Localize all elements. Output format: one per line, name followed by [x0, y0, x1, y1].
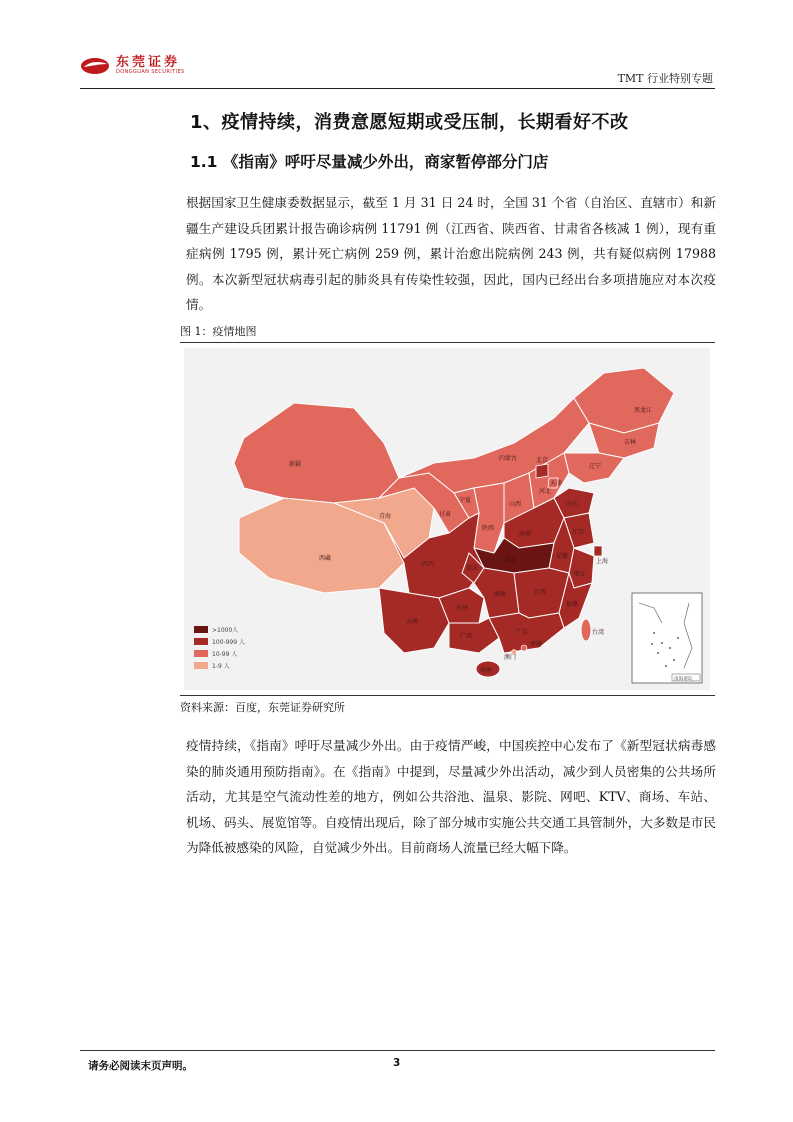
legend-label-4: 1-9 人 — [212, 663, 230, 670]
label-jilin: 吉林 — [624, 439, 637, 446]
figure-source: 资料来源：百度，东莞证券研究所 — [180, 701, 345, 714]
label-sichuan: 四川 — [422, 561, 435, 568]
logo-en-name: DONGGUAN SECURITIES — [116, 69, 185, 75]
figure-top-rule — [180, 342, 715, 343]
report-tag: TMT 行业特别专题 — [617, 72, 713, 85]
page-number: 3 — [393, 1057, 401, 1069]
label-chongqing: 重庆 — [466, 565, 479, 572]
header-divider — [80, 88, 715, 89]
region-taiwan — [581, 619, 591, 641]
label-tianjin: 天津 — [550, 480, 563, 487]
label-guangdong: 广东 — [516, 629, 529, 636]
figure-bottom-rule — [180, 695, 715, 696]
label-macau: 澳门 — [504, 654, 517, 661]
label-shaanxi: 陕西 — [482, 525, 495, 532]
label-guizhou: 贵州 — [456, 605, 469, 612]
legend-swatch-4 — [194, 662, 208, 669]
label-xinjiang: 新疆 — [289, 461, 302, 468]
label-hongkong: 香港 — [530, 641, 543, 648]
label-henan: 河南 — [519, 531, 532, 538]
label-jiangsu: 江苏 — [572, 529, 585, 536]
label-gansu: 甘肃 — [439, 511, 452, 518]
logo-cn-name: 东莞证券 — [116, 55, 181, 70]
label-qinghai: 青海 — [379, 513, 392, 520]
label-hainan: 海南 — [480, 667, 493, 674]
section-heading: 1、疫情持续，消费意愿短期或受压制，长期看好不改 — [190, 112, 629, 133]
region-hongkong — [521, 645, 527, 651]
region-beijing — [536, 464, 548, 478]
label-shanghai: 上海 — [596, 558, 609, 565]
label-ningxia: 宁夏 — [459, 497, 472, 504]
disclaimer-note: 请务必阅读末页声明。 — [88, 1060, 193, 1072]
label-guangxi: 广西 — [460, 633, 473, 640]
legend-label-1: >1000人 — [212, 627, 239, 634]
label-hebei: 河北 — [539, 488, 552, 495]
label-fujian: 福建 — [566, 601, 579, 608]
figure-caption: 图 1：疫情地图 — [180, 325, 257, 338]
region-shanghai — [594, 546, 602, 556]
body-paragraph-1: 根据国家卫生健康委数据显示，截至 1 月 31 日 24 时，全国 31 个省（自治区、直辖市）和新疆生产建设兵团累计报告确诊病例 11791 例（江西省、陕西省、甘肃省各核减 1 例），现有重症病例 1795 例，累计死亡病例 259 例，累计治愈出院病例 243 例，共有疑似病例 17988 例。本次新型冠状病毒引起的肺炎具有传染性较强，因此，国内已经出台多项措施应对本次疫情。 — [186, 195, 716, 312]
legend-label-3: 10-99 人 — [212, 651, 238, 658]
south-china-sea-inset — [632, 593, 702, 683]
label-yunnan: 云南 — [406, 618, 419, 625]
label-zhejiang: 浙江 — [574, 571, 587, 578]
label-jiangxi: 江西 — [534, 589, 547, 596]
label-liaoning: 辽宁 — [589, 463, 602, 470]
logo-swoosh-icon — [80, 55, 110, 77]
legend-swatch-2 — [194, 638, 208, 645]
label-shanxi: 山西 — [509, 501, 522, 508]
label-beijing: 北京 — [536, 457, 549, 464]
label-hunan: 湖南 — [494, 591, 507, 598]
brand-logo — [80, 55, 185, 77]
label-xizang: 西藏 — [319, 555, 332, 562]
legend-label-2: 100-999 人 — [212, 639, 245, 646]
legend-swatch-1 — [194, 626, 208, 633]
label-shandong: 山东 — [566, 501, 579, 508]
subsection-heading: 1.1 《指南》呼吁尽量减少外出，商家暂停部分门店 — [190, 153, 549, 171]
legend-swatch-3 — [194, 650, 208, 657]
epidemic-map — [184, 348, 710, 690]
label-heilongjiang: 黑龙江 — [634, 407, 653, 414]
footer-divider — [80, 1050, 715, 1051]
label-south-china-sea: 南海诸岛 — [674, 677, 693, 682]
region-zhejiang — [569, 548, 594, 588]
label-neimenggu: 内蒙古 — [499, 455, 518, 462]
label-hubei: 湖北 — [504, 557, 517, 564]
label-taiwan: 台湾 — [592, 629, 605, 636]
body-paragraph-2: 疫情持续，《指南》呼吁尽量减少外出。由于疫情严峻，中国疾控中心发布了《新型冠状病毒感染的肺炎通用预防指南》。在《指南》中提到，尽量减少外出活动，减少到人员密集的公共场所活动，尤其是空气流动性差的地方，例如公共浴池、温泉、影院、网吧、KTV、商场、车站、机场、码头、展览馆等。自疫情出现后，除了部分城市实施公共交通工具管制外，大多数是市民为降低被感染的风险，自觉减少外出。目前商场人流量已经大幅下降。 — [186, 738, 716, 855]
label-anhui: 安徽 — [556, 553, 569, 560]
